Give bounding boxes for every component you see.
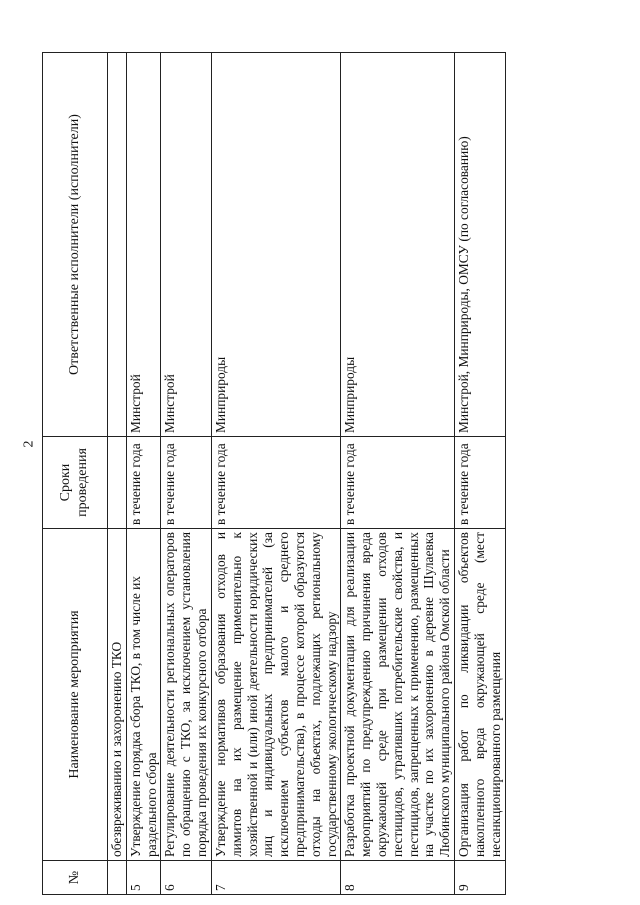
header-exec: Ответственные исполнители (исполнители) [43, 53, 108, 437]
row-name: Утверждение порядка сбора ТКО, в том числе их раздельного сбора [126, 529, 161, 861]
continuation-term [108, 437, 127, 529]
table-row [341, 53, 455, 895]
continuation-exec [108, 53, 127, 437]
header-num: № [43, 861, 108, 895]
row-term: в течение года [211, 437, 341, 529]
row-exec: Минстрой [161, 53, 211, 437]
row-term: в течение года [161, 437, 211, 529]
row-exec: Минстрой, Минприроды, ОМСУ (по согласованию) [455, 53, 505, 437]
row-term: в течение года [455, 437, 505, 529]
page-number: 2 [21, 440, 37, 448]
header-term: Сроки проведения [43, 437, 108, 529]
table-header-row [43, 53, 108, 895]
row-term: в течение года [341, 437, 455, 529]
header-name: Наименование мероприятия [43, 529, 108, 861]
row-name: Организация работ по ликвидации объектов накопленного вреда окружающей среде (мест несанкционированного размещения [455, 529, 505, 861]
row-num: 8 [341, 861, 455, 895]
rotated-table-container [42, 53, 562, 895]
row-term: в течение года [126, 437, 161, 529]
row-exec: Минприроды [341, 53, 455, 437]
continuation-num [108, 861, 127, 895]
continuation-text: обезвреживанию и захоронению ТКО [108, 529, 127, 861]
row-num: 9 [455, 861, 505, 895]
row-num: 6 [161, 861, 211, 895]
row-exec: Минстрой [126, 53, 161, 437]
row-name: Разработка проектной документации для реализации мероприятий по предупреждению причинения вреда окружающей среде при размещении отходов пестицидов, утративших потребительские свойства, и пестицидов, запрещенных к применению, размещенных на участке по их захоронению в деревне Шулаевка Любинского муниципального района Омской области [341, 529, 455, 861]
table-row [126, 53, 161, 895]
row-num: 5 [126, 861, 161, 895]
table-row [455, 53, 505, 895]
row-exec: Минприроды [211, 53, 341, 437]
activities-table [42, 52, 506, 895]
row-name: Регулирование деятельности региональных операторов по обращению с ТКО, за исключением установления порядка проведения их конкурсного отбора [161, 529, 211, 861]
table-row [211, 53, 341, 895]
table-row [161, 53, 211, 895]
row-num: 7 [211, 861, 341, 895]
continuation-row [108, 53, 127, 895]
row-name: Утверждение нормативов образования отходов и лимитов на их размещение применительно к хозяйственной и (или) иной деятельности юридических лиц и индивидуальных предпринимателей (за исключением субъектов малого и среднего предпринимательства), в процессе которой образуются отходы на объектах, подлежащих региональному государственному экологическому надзору [211, 529, 341, 861]
